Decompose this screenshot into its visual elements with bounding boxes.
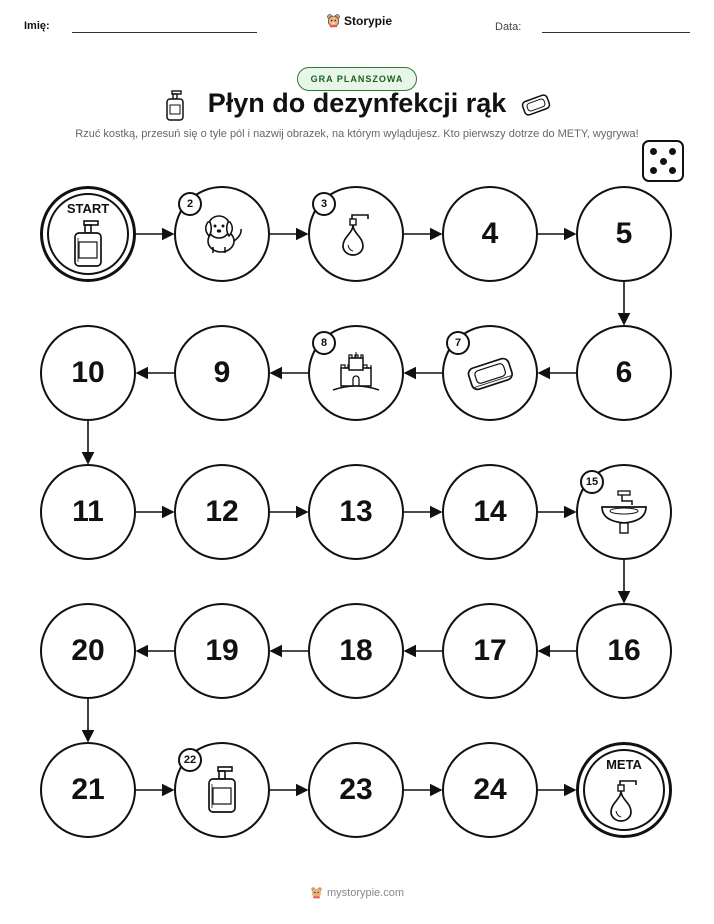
board-field-10 bbox=[40, 325, 136, 421]
field-number: 5 bbox=[615, 217, 633, 250]
start-label: START bbox=[66, 201, 110, 216]
date-label: Data: bbox=[495, 21, 522, 33]
field-number: 19 bbox=[205, 634, 239, 667]
field-number: 13 bbox=[339, 495, 373, 528]
board-field-17 bbox=[442, 603, 538, 699]
board-field-11 bbox=[40, 464, 136, 560]
footer-url[interactable]: mystorypie.com bbox=[326, 886, 405, 899]
field-number: 10 bbox=[71, 356, 105, 389]
board-field-19 bbox=[174, 603, 270, 699]
board-field-14 bbox=[442, 464, 538, 560]
board-field-21 bbox=[40, 742, 136, 838]
field-number: 21 bbox=[71, 773, 105, 806]
board-field-13 bbox=[308, 464, 404, 560]
field-number: 11 bbox=[72, 495, 104, 528]
board-field-7 bbox=[442, 325, 538, 421]
field-number: 9 bbox=[213, 356, 231, 389]
field-number: 18 bbox=[339, 634, 373, 667]
field-number: 6 bbox=[615, 356, 633, 389]
field-number-tag: 3 bbox=[312, 192, 336, 216]
field-number: 14 bbox=[473, 495, 507, 528]
board-field-2 bbox=[174, 186, 270, 282]
brand-name: Storypie bbox=[344, 13, 393, 28]
board-field-9 bbox=[174, 325, 270, 421]
field-number-tag: 2 bbox=[178, 192, 202, 216]
board-field-16 bbox=[576, 603, 672, 699]
soap-bar-icon bbox=[463, 353, 517, 393]
board-field-12 bbox=[174, 464, 270, 560]
name-label: Imię: bbox=[24, 20, 50, 32]
field-number: 4 bbox=[481, 217, 499, 250]
field-number-tag: 15 bbox=[580, 470, 604, 494]
board-field-15 bbox=[576, 464, 672, 560]
board-field-5 bbox=[576, 186, 672, 282]
puppy-icon bbox=[199, 211, 245, 257]
field-number: 17 bbox=[473, 634, 507, 667]
board-field-23 bbox=[308, 742, 404, 838]
field-number: 23 bbox=[339, 773, 373, 806]
board-field-18 bbox=[308, 603, 404, 699]
field-number-tag: 7 bbox=[446, 331, 470, 355]
field-number-tag: 8 bbox=[312, 331, 336, 355]
sink-icon bbox=[598, 489, 650, 535]
sanitizer-pump-bottle-icon bbox=[71, 220, 105, 268]
game-instructions: Rzuć kostką, przesuń się o tyle pól i nazwij obrazek, na którym wylądujesz. Kto pierwszy dotrze do METY, wygrywa! bbox=[75, 128, 639, 140]
page-title: Płyn do dezynfekcji rąk bbox=[207, 88, 507, 118]
dropper-icon bbox=[338, 211, 374, 257]
board-field-finish bbox=[576, 742, 672, 838]
board-field-4 bbox=[442, 186, 538, 282]
board-field-3 bbox=[308, 186, 404, 282]
board-field-20 bbox=[40, 603, 136, 699]
field-number-tag: 22 bbox=[178, 748, 202, 772]
bear-mascot-icon bbox=[310, 886, 323, 899]
board-field-start bbox=[40, 186, 136, 282]
board-field-22 bbox=[174, 742, 270, 838]
sandcastle-icon bbox=[331, 352, 381, 394]
board-field-6 bbox=[576, 325, 672, 421]
footer bbox=[0, 886, 714, 899]
finish-label: META bbox=[606, 757, 642, 772]
board-field-8 bbox=[308, 325, 404, 421]
field-number: 20 bbox=[71, 634, 105, 667]
game-type-badge: GRA PLANSZOWA bbox=[297, 67, 417, 91]
dropper-icon bbox=[606, 777, 642, 823]
field-number: 12 bbox=[205, 495, 239, 528]
field-number: 24 bbox=[473, 773, 507, 806]
board-field-24 bbox=[442, 742, 538, 838]
sanitizer-pump-bottle-icon bbox=[205, 766, 239, 814]
field-number: 16 bbox=[607, 634, 641, 667]
